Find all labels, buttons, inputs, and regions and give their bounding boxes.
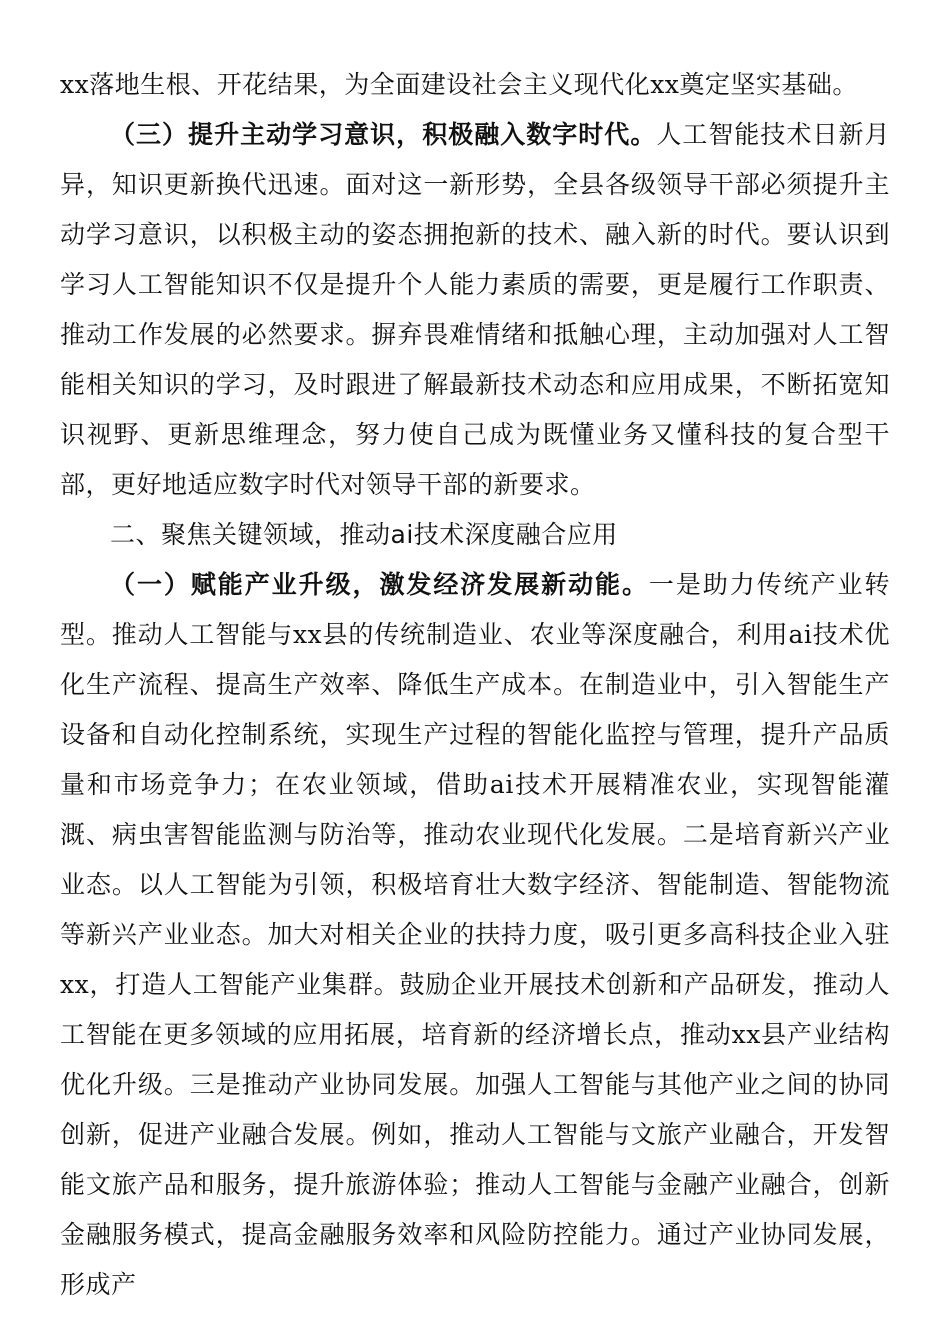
paragraph-text: 人工智能技术日新月异，知识更新换代迅速。面对这一新形势，全县各级领导干部必须提升主动学习意识，以积极主动的姿态拥抱新的技术、融入新的时代。要认识到学习人工智能知识不仅是提升个人能力素质的需要，更是履行工作职责、推动工作发展的必然要求。摒弃畏难情绪和抵触心理，主动加强对人工智能相关知识的学习，及时跟进了解最新技术动态和应用成果，不断拓宽知识视野、更新思维理念，努力使自己成为既懂业务又懂科技的复合型干部，更好地适应数字时代对领导干部的新要求。 (60, 120, 890, 499)
document-page (60, 60, 890, 1310)
paragraph-continuation (60, 60, 890, 110)
subsection-lead-heading: （一）赋能产业升级，激发经济发展新动能。 (110, 570, 649, 599)
paragraph-text: xx落地生根、开花结果，为全面建设社会主义现代化xx奠定坚实基础。 (60, 70, 858, 99)
paragraph-subsection-1 (60, 560, 890, 1310)
section-heading-2: 二、聚焦关键领域，推动ai技术深度融合应用 (110, 520, 618, 549)
paragraph-section-3 (60, 110, 890, 510)
paragraph-text: 一是助力传统产业转型。推动人工智能与xx县的传统制造业、农业等深度融合，利用ai技术优化生产流程、提高生产效率、降低生产成本。在制造业中，引入智能生产设备和自动化控制系统，实现生产过程的智能化监控与管理，提升产品质量和市场竞争力；在农业领域，借助ai技术开展精准农业，实现智能灌溉、病虫害智能监测与防治等，推动农业现代化发展。二是培育新兴产业业态。以人工智能为引领，积极培育壮大数字经济、智能制造、智能物流等新兴产业业态。加大对相关企业的扶持力度，吸引更多高科技企业入驻xx，打造人工智能产业集群。鼓励企业开展技术创新和产品研发，推动人工智能在更多领域的应用拓展，培育新的经济增长点，推动xx县产业结构优化升级。三是推动产业协同发展。加强人工智能与其他产业之间的协同创新，促进产业融合发展。例如，推动人工智能与文旅产业融合，开发智能文旅产品和服务，提升旅游体验；推动人工智能与金融产业融合，创新金融服务模式，提高金融服务效率和风险防控能力。通过产业协同发展，形成产 (60, 570, 890, 1299)
section-lead-heading: （三）提升主动学习意识，积极融入数字时代。 (110, 120, 657, 149)
